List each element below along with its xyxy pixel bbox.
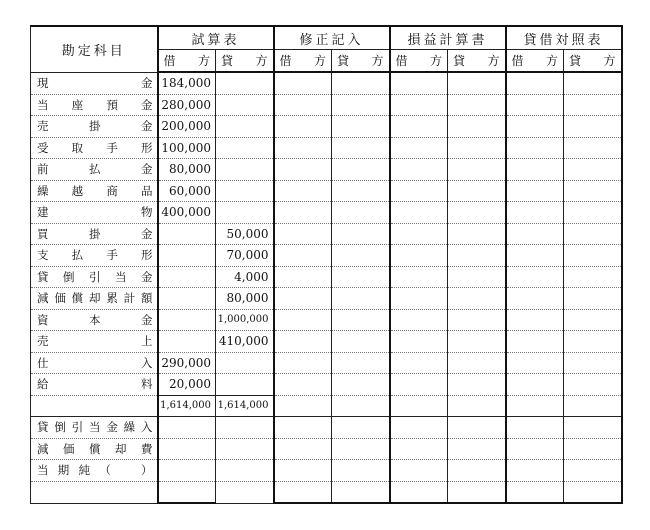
credit-label-char: 方 — [603, 54, 616, 68]
worksheet-entry-cell[interactable] — [506, 223, 564, 245]
trial-balance-credit: 1,000,000 — [216, 309, 274, 331]
worksheet-entry-cell[interactable] — [274, 352, 332, 374]
worksheet-entry-cell[interactable] — [564, 331, 622, 353]
worksheet-entry-cell[interactable] — [448, 180, 506, 202]
trial-balance-credit — [216, 417, 274, 439]
worksheet-entry-cell[interactable] — [564, 94, 622, 116]
account-name: 貸倒引当金繰入 — [31, 417, 158, 439]
account-name: 建物 — [31, 202, 158, 224]
worksheet-entry-cell[interactable] — [332, 331, 390, 353]
worksheet-entry-cell[interactable] — [274, 309, 332, 331]
worksheet-entry-cell[interactable] — [506, 395, 564, 417]
adjustments-header: 修正記入 — [274, 26, 390, 50]
worksheet-entry-cell[interactable] — [390, 460, 448, 482]
trial-balance-debit — [158, 266, 216, 288]
worksheet-entry-cell[interactable] — [506, 309, 564, 331]
trial-balance-credit — [216, 94, 274, 116]
worksheet-entry-cell[interactable] — [274, 137, 332, 159]
worksheet-entry-cell[interactable] — [390, 202, 448, 224]
worksheet-entry-cell[interactable] — [506, 137, 564, 159]
worksheet-entry-cell[interactable] — [506, 266, 564, 288]
worksheet-entry-cell[interactable] — [274, 266, 332, 288]
worksheet-entry-cell[interactable] — [564, 374, 622, 396]
trial-balance-debit: 100,000 — [158, 137, 216, 159]
trial-balance-debit — [158, 223, 216, 245]
account-name: 売上 — [31, 331, 158, 353]
trial-balance-credit — [216, 460, 274, 482]
table-row — [31, 331, 622, 353]
table-row — [31, 245, 622, 267]
worksheet-entry-cell[interactable] — [564, 288, 622, 310]
debit-label-char: 方 — [429, 54, 442, 68]
table-row — [31, 352, 622, 374]
worksheet-entry-cell[interactable] — [274, 331, 332, 353]
worksheet-entry-cell[interactable] — [390, 223, 448, 245]
worksheet-entry-cell[interactable] — [564, 180, 622, 202]
account-name: 繰越商品 — [31, 180, 158, 202]
account-name: 資本金 — [31, 309, 158, 331]
trial-balance-credit — [216, 481, 274, 503]
worksheet-total-cell[interactable] — [274, 481, 332, 503]
worksheet-entry-cell[interactable] — [506, 352, 564, 374]
table-row — [31, 309, 622, 331]
account-name: 給料 — [31, 374, 158, 396]
worksheet-entry-cell[interactable] — [448, 309, 506, 331]
worksheet-entry-cell[interactable] — [506, 72, 564, 94]
account-name: 仕入 — [31, 352, 158, 374]
worksheet-entry-cell[interactable] — [448, 417, 506, 439]
trial-balance-debit: 60,000 — [158, 180, 216, 202]
worksheet-entry-cell[interactable] — [564, 159, 622, 181]
table-row — [31, 417, 622, 439]
trial-balance-debit — [158, 481, 216, 503]
grand-total-row — [31, 481, 622, 503]
worksheet-entry-cell[interactable] — [448, 460, 506, 482]
trial-balance-credit-total: 1,614,000 — [216, 395, 274, 417]
credit-label-char: 方 — [255, 54, 268, 68]
worksheet-entry-cell[interactable] — [390, 395, 448, 417]
worksheet-entry-cell[interactable] — [448, 245, 506, 267]
worksheet-entry-cell[interactable] — [448, 352, 506, 374]
trial-balance-credit: 80,000 — [216, 288, 274, 310]
debit-label-char: 方 — [545, 54, 558, 68]
worksheet-total-cell[interactable] — [448, 481, 506, 503]
worksheet-entry-cell[interactable] — [390, 159, 448, 181]
worksheet-entry-cell[interactable] — [390, 417, 448, 439]
worksheet-entry-cell[interactable] — [390, 309, 448, 331]
worksheet-entry-cell[interactable] — [448, 266, 506, 288]
credit-label-char: 貸 — [221, 54, 234, 68]
worksheet-entry-cell[interactable] — [448, 331, 506, 353]
worksheet-entry-cell[interactable] — [506, 438, 564, 460]
worksheet-entry-cell[interactable] — [332, 137, 390, 159]
worksheet-entry-cell[interactable] — [274, 374, 332, 396]
worksheet-entry-cell[interactable] — [332, 309, 390, 331]
trial-balance-debit — [158, 245, 216, 267]
account-name: 当座預金 — [31, 94, 158, 116]
trial-balance-debit: 290,000 — [158, 352, 216, 374]
worksheet-entry-cell[interactable] — [332, 438, 390, 460]
account-name: 前払金 — [31, 159, 158, 181]
account-name: 現金 — [31, 72, 158, 94]
account-name: 買掛金 — [31, 223, 158, 245]
account-name: 当期純（ ） — [31, 460, 158, 482]
worksheet-entry-cell[interactable] — [274, 72, 332, 94]
worksheet-entry-cell[interactable] — [390, 94, 448, 116]
worksheet-entry-cell[interactable] — [390, 374, 448, 396]
worksheet-entry-cell[interactable] — [506, 374, 564, 396]
worksheet-entry-cell[interactable] — [506, 417, 564, 439]
table-row — [31, 438, 622, 460]
account-name: 支払手形 — [31, 245, 158, 267]
worksheet-entry-cell[interactable] — [448, 137, 506, 159]
worksheet-entry-cell[interactable] — [564, 245, 622, 267]
trial-balance-debit: 200,000 — [158, 116, 216, 138]
table-row — [31, 72, 622, 94]
debit-label-char: 借 — [395, 54, 408, 68]
worksheet-entry-cell[interactable] — [274, 417, 332, 439]
trial-balance-debit: 20,000 — [158, 374, 216, 396]
debit-label-char: 方 — [197, 54, 210, 68]
adjustments-credit-header — [332, 50, 390, 73]
worksheet-entry-cell[interactable] — [564, 352, 622, 374]
worksheet-entry-cell[interactable] — [390, 331, 448, 353]
worksheet-entry-cell[interactable] — [274, 180, 332, 202]
worksheet-entry-cell[interactable] — [274, 438, 332, 460]
trial-balance-header: 試算表 — [158, 26, 274, 50]
worksheet-entry-cell[interactable] — [448, 202, 506, 224]
adjustments-debit-header — [274, 50, 332, 73]
worksheet-entry-cell[interactable] — [274, 94, 332, 116]
worksheet-entry-cell[interactable] — [564, 137, 622, 159]
worksheet-entry-cell[interactable] — [448, 395, 506, 417]
worksheet-entry-cell[interactable] — [274, 395, 332, 417]
trial-balance-debit-total: 1,614,000 — [158, 395, 216, 417]
worksheet-entry-cell[interactable] — [506, 288, 564, 310]
worksheet-entry-cell[interactable] — [448, 223, 506, 245]
worksheet-entry-cell[interactable] — [332, 72, 390, 94]
worksheet-entry-cell[interactable] — [564, 438, 622, 460]
table-row — [31, 460, 622, 482]
worksheet-entry-cell[interactable] — [564, 460, 622, 482]
worksheet-entry-cell[interactable] — [390, 245, 448, 267]
trial-balance-credit — [216, 202, 274, 224]
debit-label-char: 方 — [313, 54, 326, 68]
worksheet-entry-cell[interactable] — [448, 94, 506, 116]
account-name: 売掛金 — [31, 116, 158, 138]
worksheet-entry-cell[interactable] — [332, 245, 390, 267]
worksheet-entry-cell[interactable] — [390, 266, 448, 288]
worksheet-entry-cell[interactable] — [506, 180, 564, 202]
account-name — [31, 481, 158, 503]
worksheet-entry-cell[interactable] — [448, 288, 506, 310]
worksheet-entry-cell[interactable] — [274, 288, 332, 310]
worksheet-entry-cell[interactable] — [332, 417, 390, 439]
totals-label-cell — [31, 395, 158, 417]
table-row — [31, 116, 622, 138]
worksheet-entry-cell[interactable] — [448, 116, 506, 138]
worksheet-entry-cell[interactable] — [506, 202, 564, 224]
worksheet-entry-cell[interactable] — [274, 202, 332, 224]
account-name: 減価償却費 — [31, 438, 158, 460]
worksheet-entry-cell[interactable] — [564, 116, 622, 138]
worksheet-entry-cell[interactable] — [448, 438, 506, 460]
worksheet-entry-cell[interactable] — [332, 266, 390, 288]
worksheet-entry-cell[interactable] — [564, 72, 622, 94]
worksheet-entry-cell[interactable] — [506, 116, 564, 138]
trial-balance-debit: 184,000 — [158, 72, 216, 94]
credit-label-char: 方 — [371, 54, 384, 68]
worksheet-total-cell[interactable] — [506, 481, 564, 503]
table-row — [31, 137, 622, 159]
worksheet-entry-cell[interactable] — [332, 352, 390, 374]
worksheet-entry-cell[interactable] — [448, 72, 506, 94]
worksheet-entry-cell[interactable] — [564, 202, 622, 224]
trial-balance-credit: 50,000 — [216, 223, 274, 245]
credit-label-char: 方 — [487, 54, 500, 68]
worksheet-entry-cell[interactable] — [448, 159, 506, 181]
worksheet-entry-cell[interactable] — [564, 417, 622, 439]
trial-balance-credit — [216, 72, 274, 94]
trial-balance-debit — [158, 460, 216, 482]
worksheet-entry-cell[interactable] — [390, 352, 448, 374]
trial-balance-credit: 4,000 — [216, 266, 274, 288]
balance-sheet-debit-header — [506, 50, 564, 73]
debit-label-char: 借 — [163, 54, 176, 68]
worksheet-entry-cell[interactable] — [274, 159, 332, 181]
trial-balance-debit — [158, 438, 216, 460]
worksheet-entry-cell[interactable] — [390, 438, 448, 460]
worksheet-entry-cell[interactable] — [332, 202, 390, 224]
trial-balance-credit: 410,000 — [216, 331, 274, 353]
trial-balance-credit — [216, 438, 274, 460]
worksheet-entry-cell[interactable] — [332, 159, 390, 181]
trial-balance-credit: 70,000 — [216, 245, 274, 267]
table-row — [31, 288, 622, 310]
trial-balance-credit — [216, 159, 274, 181]
worksheet-entry-cell[interactable] — [564, 395, 622, 417]
worksheet-entry-cell[interactable] — [332, 374, 390, 396]
trial-balance-debit: 80,000 — [158, 159, 216, 181]
worksheet-entry-cell[interactable] — [506, 331, 564, 353]
totals-row — [31, 395, 622, 417]
trial-balance-credit — [216, 180, 274, 202]
worksheet-entry-cell[interactable] — [274, 460, 332, 482]
trial-balance-debit: 400,000 — [158, 202, 216, 224]
worksheet-entry-cell[interactable] — [448, 374, 506, 396]
worksheet-entry-cell[interactable] — [274, 223, 332, 245]
worksheet-entry-cell[interactable] — [390, 288, 448, 310]
trial-balance-debit — [158, 331, 216, 353]
account-name: 受取手形 — [31, 137, 158, 159]
balance-sheet-credit-header — [564, 50, 622, 73]
debit-label-char: 借 — [279, 54, 292, 68]
worksheet-entry-cell[interactable] — [332, 223, 390, 245]
trial-balance-credit — [216, 374, 274, 396]
account-title-header: 勘定科目 — [31, 26, 158, 72]
worksheet-entry-cell[interactable] — [332, 460, 390, 482]
trial-balance-debit — [158, 309, 216, 331]
worksheet-entry-cell[interactable] — [274, 245, 332, 267]
income-statement-debit-header — [390, 50, 448, 73]
table-row — [31, 180, 622, 202]
worksheet-entry-cell[interactable] — [506, 94, 564, 116]
trial-balance-debit — [158, 417, 216, 439]
worksheet-entry-cell[interactable] — [332, 395, 390, 417]
trial-balance-credit — [216, 116, 274, 138]
trial-balance-debit: 280,000 — [158, 94, 216, 116]
credit-label-char: 貸 — [453, 54, 466, 68]
worksheet-total-cell[interactable] — [564, 481, 622, 503]
worksheet-entry-cell[interactable] — [506, 460, 564, 482]
table-row — [31, 94, 622, 116]
worksheet-entry-cell[interactable] — [390, 116, 448, 138]
worksheet-total-cell[interactable] — [390, 481, 448, 503]
worksheet-entry-cell[interactable] — [332, 180, 390, 202]
worksheet-entry-cell[interactable] — [390, 72, 448, 94]
table-row — [31, 202, 622, 224]
trial-balance-credit — [216, 352, 274, 374]
debit-label-char: 借 — [511, 54, 524, 68]
trial-balance-debit-header — [158, 50, 216, 73]
income-statement-credit-header — [448, 50, 506, 73]
worksheet-entry-cell[interactable] — [332, 288, 390, 310]
worksheet-entry-cell[interactable] — [390, 137, 448, 159]
table-row — [31, 266, 622, 288]
worksheet-entry-cell[interactable] — [390, 180, 448, 202]
table-row — [31, 374, 622, 396]
account-name: 減価償却累計額 — [31, 288, 158, 310]
income-statement-header: 損益計算書 — [390, 26, 506, 50]
worksheet-entry-cell[interactable] — [332, 116, 390, 138]
trial-balance-credit-header — [216, 50, 274, 73]
worksheet-total-cell[interactable] — [332, 481, 390, 503]
trial-balance-debit — [158, 288, 216, 310]
worksheet-entry-cell[interactable] — [564, 266, 622, 288]
credit-label-char: 貸 — [337, 54, 350, 68]
worksheet-entry-cell[interactable] — [274, 116, 332, 138]
account-name: 貸倒引当金 — [31, 266, 158, 288]
worksheet-entry-cell[interactable] — [332, 94, 390, 116]
trial-balance-credit — [216, 137, 274, 159]
credit-label-char: 貸 — [569, 54, 582, 68]
worksheet-entry-cell[interactable] — [506, 245, 564, 267]
balance-sheet-header: 貸借対照表 — [506, 26, 622, 50]
table-row — [31, 159, 622, 181]
table-row — [31, 223, 622, 245]
worksheet-entry-cell[interactable] — [564, 309, 622, 331]
worksheet-table — [30, 25, 623, 504]
worksheet-entry-cell[interactable] — [506, 159, 564, 181]
worksheet-entry-cell[interactable] — [564, 223, 622, 245]
